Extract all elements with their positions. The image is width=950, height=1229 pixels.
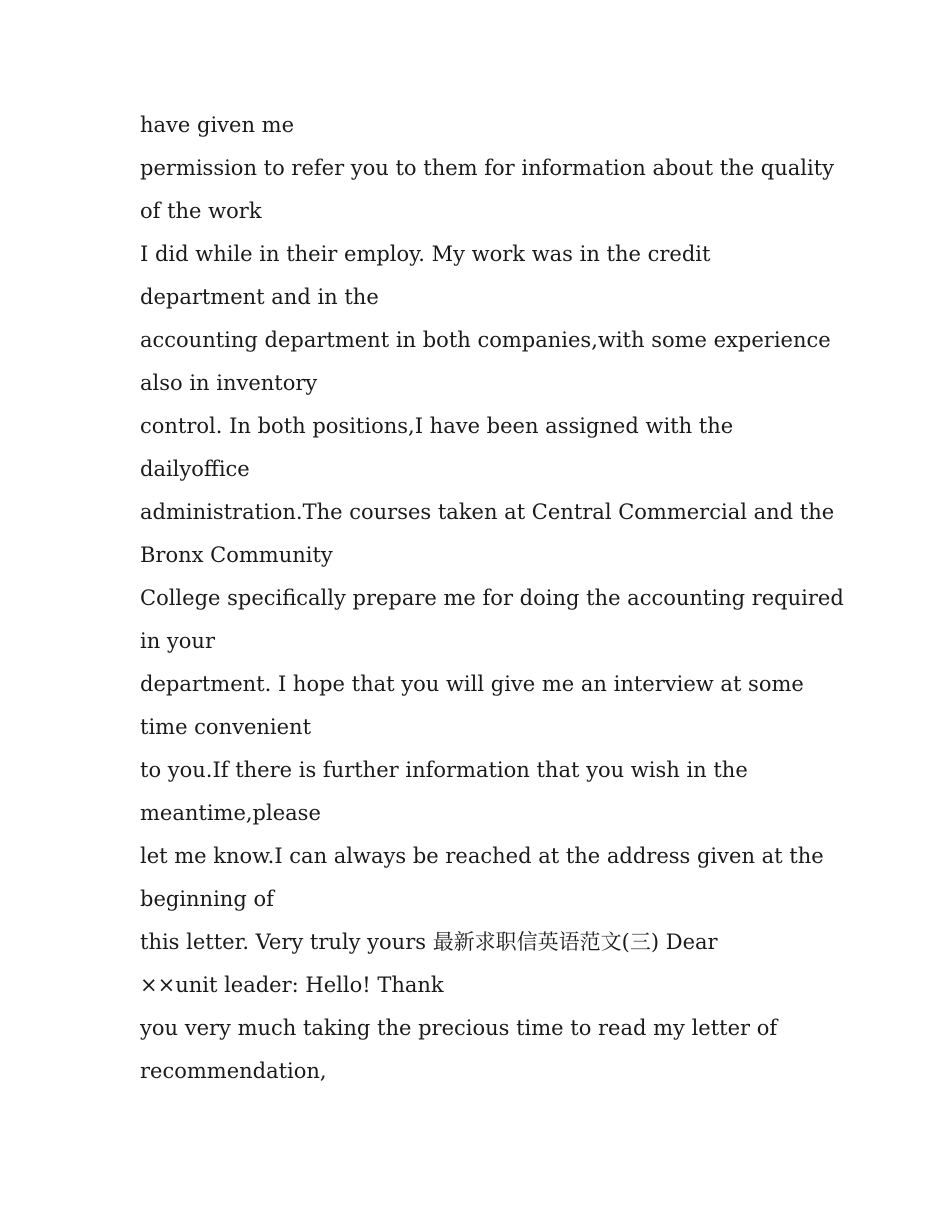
text-line: permission to refer you to them for information about the quality [140, 156, 835, 180]
text-line: Bronx Community [140, 543, 333, 567]
text-line: of the work [140, 199, 262, 223]
text-line: meantime,please [140, 801, 321, 825]
text-line: College specifically prepare me for doing the accounting required [140, 586, 844, 610]
text-line: to you.If there is further information that you wish in the [140, 758, 748, 782]
letter-body [140, 104, 844, 1093]
text-line: let me know.I can always be reached at the address given at the [140, 844, 824, 868]
text-line: I did while in their employ. My work was in the credit [140, 242, 711, 266]
text-line: this letter. Very truly yours 最新求职信英语范文(三) Dear [140, 930, 718, 954]
text-line: time convenient [140, 715, 312, 739]
text-line: beginning of [140, 887, 274, 911]
text-line: department. I hope that you will give me an interview at some [140, 672, 804, 696]
text-line: recommendation, [140, 1059, 327, 1083]
text-line: in your [140, 629, 215, 653]
text-line: dailyoffice [140, 457, 250, 481]
text-line: ××unit leader: Hello! Thank [140, 973, 444, 997]
text-line: also in inventory [140, 371, 318, 395]
text-line: accounting department in both companies,with some experience [140, 328, 831, 352]
text-line: control. In both positions,I have been assigned with the [140, 414, 734, 438]
text-line: you very much taking the precious time to read my letter of [140, 1016, 778, 1040]
text-line: have given me [140, 113, 295, 137]
text-line: administration.The courses taken at Central Commercial and the [140, 500, 835, 524]
text-line: department and in the [140, 285, 379, 309]
